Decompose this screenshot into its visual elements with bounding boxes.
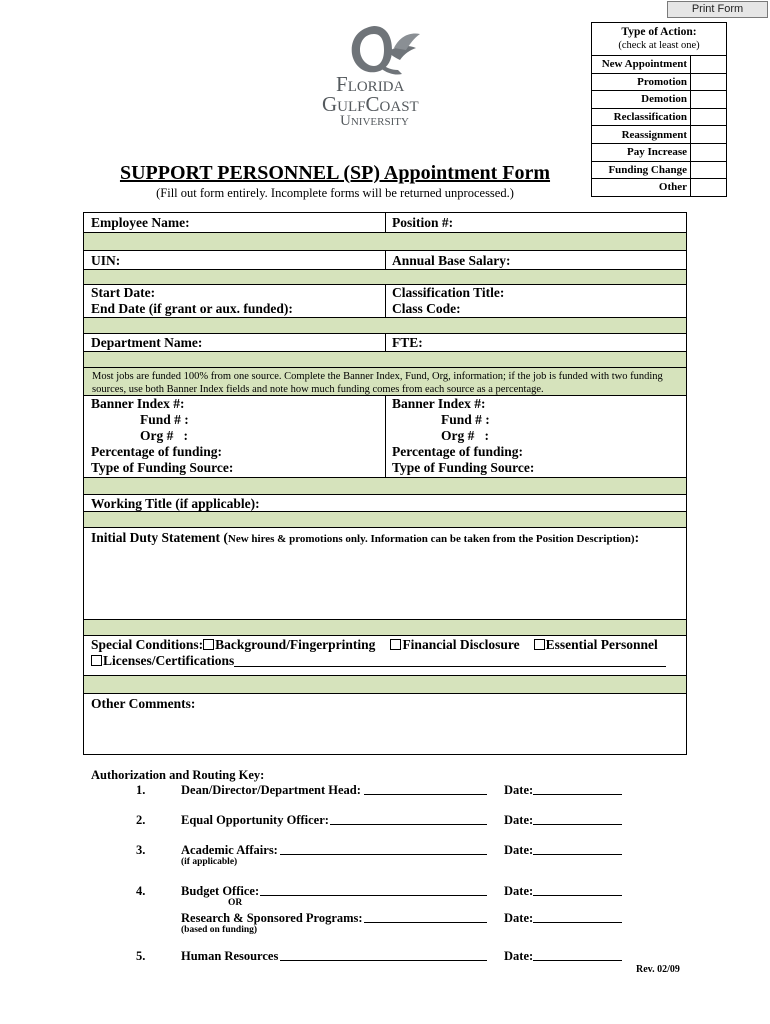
org-label: Org # : — [441, 428, 489, 443]
org-label: Org # : — [140, 428, 188, 443]
print-form-button[interactable]: Print Form — [667, 1, 768, 18]
form-row — [84, 334, 686, 352]
special-input-band[interactable] — [84, 676, 686, 694]
working-title-input-band[interactable] — [84, 512, 686, 528]
revision-label: Rev. 02/09 — [636, 964, 680, 975]
routing-label-human-resources: Human Resources — [181, 949, 279, 963]
hr-date-line[interactable] — [533, 960, 622, 961]
type-funding-source-label: Type of Funding Source: — [91, 460, 234, 475]
academic-date-line[interactable] — [533, 854, 622, 855]
percentage-funding-label: Percentage of funding: — [392, 444, 523, 459]
research-date-line[interactable] — [533, 922, 622, 923]
form-row — [84, 251, 686, 270]
action-checkbox-pay-increase[interactable] — [691, 143, 727, 161]
routing-label-dean: Dean/Director/Department Head: — [181, 783, 361, 797]
dean-date-line[interactable] — [533, 794, 622, 795]
date-label: Date: — [504, 949, 534, 963]
action-label: Reclassification — [592, 108, 691, 126]
logo-line-florida: FLORIDA — [336, 72, 405, 96]
action-checkbox-new-appointment[interactable] — [691, 56, 727, 74]
routing-label-academic-affairs: Academic Affairs: — [181, 843, 278, 857]
dean-signature-line[interactable] — [364, 794, 487, 795]
uin-input-band[interactable] — [84, 270, 686, 285]
osprey-logo-icon — [344, 22, 424, 78]
action-label: Funding Change — [592, 161, 691, 179]
working-title-label: Working Title (if applicable): — [91, 496, 260, 511]
academic-signature-line[interactable] — [280, 854, 487, 855]
action-checkbox-demotion[interactable] — [691, 91, 727, 109]
department-name-label: Department Name: — [91, 335, 203, 350]
routing-number: 2. — [136, 813, 146, 827]
action-checkbox-reclassification[interactable] — [691, 108, 727, 126]
type-of-action-header: Type of Action: (check at least one) — [592, 23, 727, 56]
end-date-label: End Date (if grant or aux. funded): — [91, 301, 293, 316]
banner-index-section — [84, 396, 686, 478]
checkbox-financial-disclosure[interactable] — [390, 639, 401, 650]
date-label: Date: — [504, 884, 534, 898]
academic-note: (if applicable) — [181, 857, 238, 867]
routing-heading: Authorization and Routing Key: — [91, 768, 265, 782]
action-checkbox-funding-change[interactable] — [691, 161, 727, 179]
budget-date-line[interactable] — [533, 895, 622, 896]
action-label: New Appointment — [592, 56, 691, 74]
dates-input-band[interactable] — [84, 318, 686, 334]
routing-number: 1. — [136, 783, 146, 797]
duty-statement-area[interactable] — [84, 528, 686, 620]
eo-date-line[interactable] — [533, 824, 622, 825]
form-row — [84, 213, 686, 233]
other-comments-area[interactable] — [84, 694, 686, 754]
employee-name-input-band[interactable] — [84, 233, 686, 251]
form-row — [84, 495, 686, 512]
fund-label: Fund # : — [140, 412, 189, 427]
annual-salary-label: Annual Base Salary: — [392, 253, 511, 268]
class-code-label: Class Code: — [392, 301, 461, 316]
action-label: Reassignment — [592, 126, 691, 144]
banner-input-band[interactable] — [84, 478, 686, 495]
routing-number: 5. — [136, 949, 146, 963]
logo-line-university: UNIVERSITY — [340, 113, 409, 129]
percentage-funding-label: Percentage of funding: — [91, 444, 222, 459]
position-number-label: Position #: — [392, 215, 454, 230]
checkbox-essential-personnel[interactable] — [534, 639, 545, 650]
action-label: Pay Increase — [592, 143, 691, 161]
employee-name-label: Employee Name: — [91, 215, 190, 230]
uin-label: UIN: — [91, 253, 121, 268]
date-label: Date: — [504, 813, 534, 827]
hr-signature-line[interactable] — [280, 960, 487, 961]
budget-signature-line[interactable] — [260, 895, 487, 896]
routing-label-research: Research & Sponsored Programs: — [181, 911, 363, 925]
checkbox-licenses[interactable] — [91, 655, 102, 666]
checkbox-background[interactable] — [203, 639, 214, 650]
date-label: Date: — [504, 911, 534, 925]
action-checkbox-other[interactable] — [691, 179, 727, 197]
routing-number: 4. — [136, 884, 146, 898]
research-signature-line[interactable] — [364, 922, 487, 923]
start-date-label: Start Date: — [91, 285, 156, 300]
duty-statement-label: Initial Duty Statement (New hires & promotions only. Information can be taken from the Position Description): — [91, 530, 640, 545]
form-row — [84, 285, 686, 318]
action-label: Promotion — [592, 73, 691, 91]
appointment-form — [83, 212, 687, 755]
action-label: Other — [592, 179, 691, 197]
date-label: Date: — [504, 843, 534, 857]
fte-label: FTE: — [392, 335, 423, 350]
logo-line-gulf-coast: GULFCOAST — [322, 92, 419, 116]
funding-note-small: (based on funding) — [181, 925, 258, 935]
other-comments-label: Other Comments: — [91, 696, 196, 711]
or-label: OR — [228, 898, 243, 908]
eo-signature-line[interactable] — [330, 824, 487, 825]
duty-input-band[interactable] — [84, 620, 686, 636]
department-input-band[interactable] — [84, 352, 686, 368]
date-label: Date: — [504, 783, 534, 797]
action-checkbox-reassignment[interactable] — [691, 126, 727, 144]
action-checkbox-promotion[interactable] — [691, 73, 727, 91]
page-subtitle: (Fill out form entirely. Incomplete forms will be returned unprocessed.) — [156, 186, 514, 200]
licenses-line: Licenses/Certifications — [91, 653, 666, 669]
page-title: SUPPORT PERSONNEL (SP) Appointment Form — [119, 162, 551, 184]
routing-label-eo-officer: Equal Opportunity Officer: — [181, 813, 329, 827]
banner-index-label: Banner Index #: — [392, 396, 486, 411]
special-conditions-section — [84, 636, 686, 676]
funding-note: Most jobs are funded 100% from one source. Complete the Banner Index, Fund, Org, information; if the job is funded with two funding sources, use both Banner Index fields and note how much funding comes from each source as a percentage. — [84, 368, 686, 396]
banner-index-label: Banner Index #: — [91, 396, 185, 411]
type-funding-source-label: Type of Funding Source: — [392, 460, 535, 475]
special-conditions-line: Special Conditions: Background/Fingerprinting Financial Disclosure Essential Personnel — [91, 637, 658, 652]
action-label: Demotion — [592, 91, 691, 109]
classification-title-label: Classification Title: — [392, 285, 505, 300]
fund-label: Fund # : — [441, 412, 490, 427]
routing-number: 3. — [136, 843, 146, 857]
routing-label-budget-office: Budget Office: — [181, 884, 260, 898]
licenses-input-line[interactable] — [234, 654, 666, 667]
